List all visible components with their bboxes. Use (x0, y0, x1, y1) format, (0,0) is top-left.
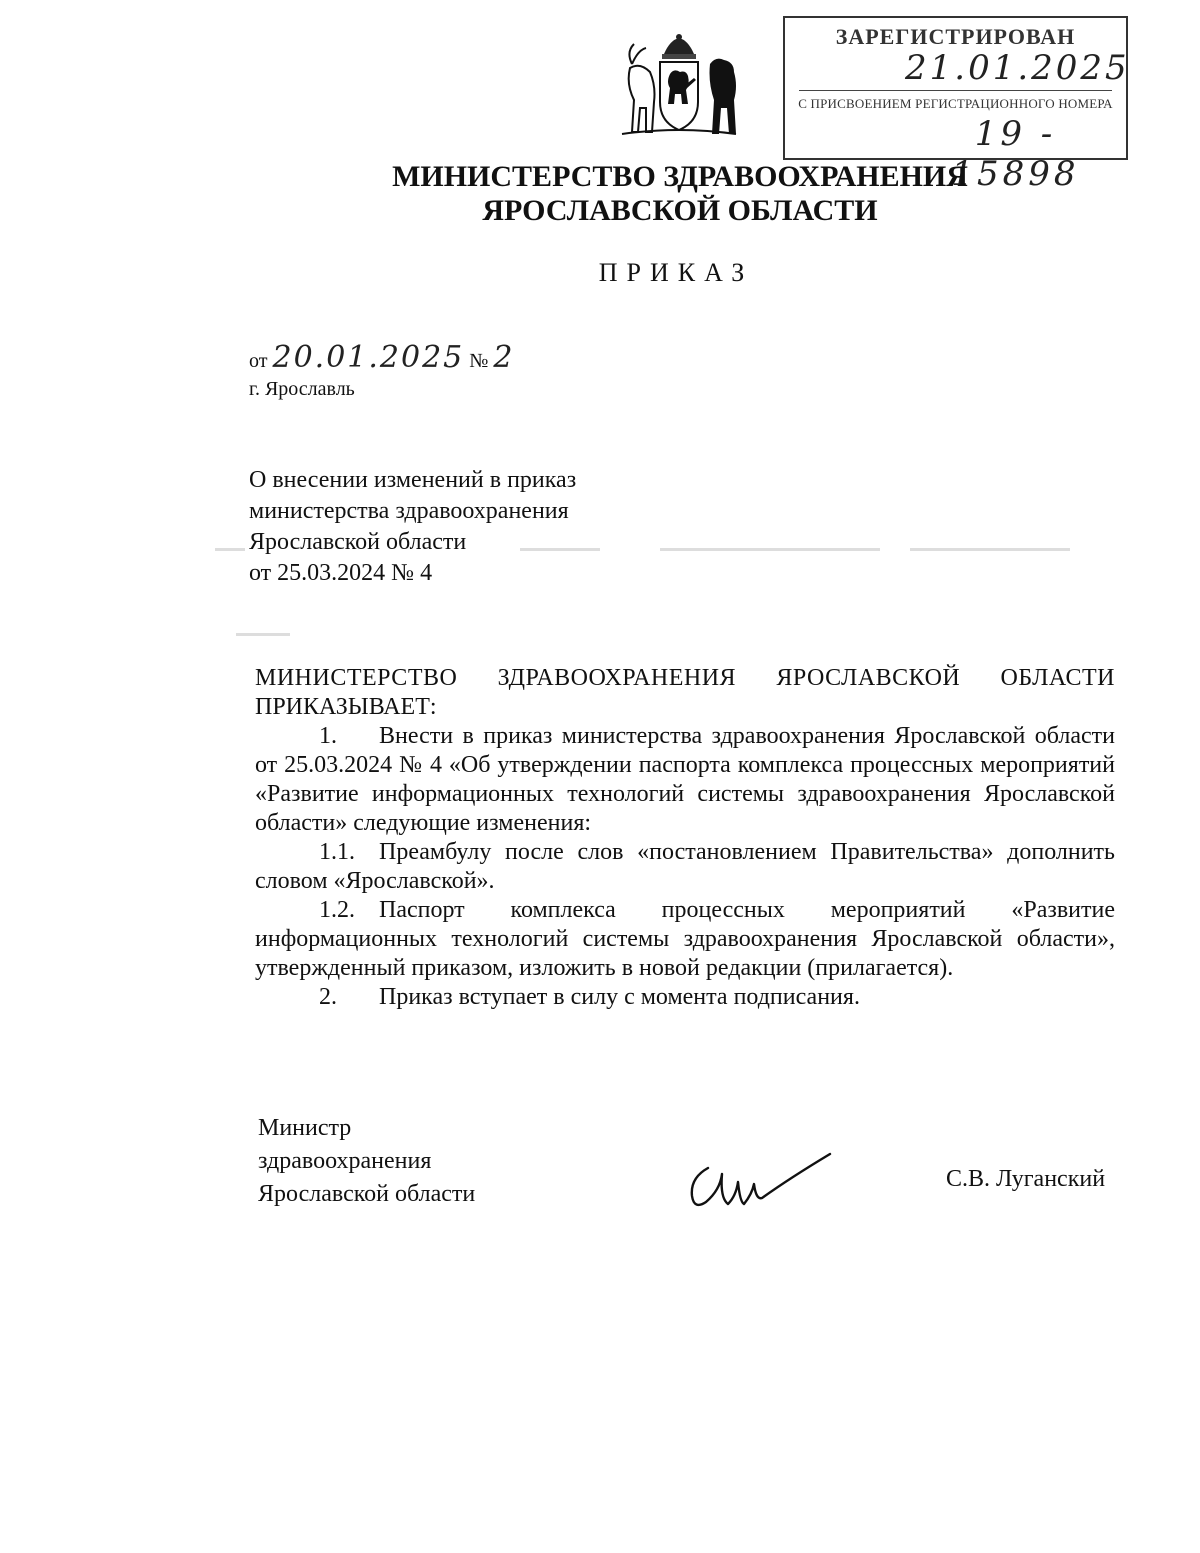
coat-of-arms-icon (612, 34, 746, 138)
scan-artifact (236, 633, 290, 636)
item-number: 2. (319, 984, 337, 1010)
stamp-caption: С ПРИСВОЕНИЕМ РЕГИСТРАЦИОННОГО НОМЕРА (798, 96, 1113, 111)
subject-line: от 25.03.2024 № 4 (249, 560, 433, 586)
registration-stamp (783, 16, 1130, 194)
item-text: Приказ вступает в силу с момента подписания. (379, 984, 860, 1010)
subject-line: Ярославской области (249, 529, 467, 555)
item-number: 1.1. (319, 839, 355, 865)
item-number: 1.2. (319, 897, 355, 923)
body-heading-2: ПРИКАЗЫВАЕТ: (255, 694, 437, 720)
number-prefix: № (469, 350, 489, 372)
item-number: 1. (319, 723, 337, 749)
order-body (255, 664, 1115, 1012)
scan-artifact (215, 548, 245, 551)
item-text: Внести в приказ министерства здравоохранения Ярославской области от 25.03.2024 № 4 «Об утверждении паспорта комплекса процессных мероприятий «Развитие информационных технологий системы здравоохранения Ярославской области» следующие изменения: (255, 723, 1115, 836)
order-subject (249, 465, 669, 589)
body-item (255, 983, 1115, 1012)
stamp-divider (799, 90, 1112, 91)
stamp-date: 21.01.2025 (905, 48, 1130, 88)
scan-artifact (520, 548, 600, 551)
order-number: 2 (493, 340, 515, 375)
stamp-title: ЗАРЕГИСТРИРОВАН (835, 24, 1076, 49)
stamp-registration-number: 19 - 15898 (951, 114, 1080, 194)
body-heading: МИНИСТЕРСТВО ЗДРАВООХРАНЕНИЯ ЯРОСЛАВСКОЙ ОБЛАСТИ (255, 665, 1115, 691)
body-item (255, 722, 1115, 838)
body-item (255, 896, 1115, 983)
body-item (255, 838, 1115, 896)
signer-position-line: здравоохранения (258, 1148, 432, 1174)
ministry-title (0, 160, 1200, 228)
date-prefix: от (249, 350, 268, 372)
subject-line: О внесении изменений в приказ (249, 467, 577, 493)
order-date: 20.01.2025 (272, 340, 465, 375)
signer-name: С.В. Луганский (946, 1166, 1106, 1192)
signer-position (258, 1112, 475, 1211)
order-date-line (249, 340, 514, 375)
scan-artifact (660, 548, 880, 551)
item-text: Паспорт комплекса процессных мероприятий «Развитие информационных технологий системы здравоохранения Ярославской области», утвержденный приказом, изложить в новой редакции (прилагается). (255, 897, 1115, 981)
handwritten-signature-icon (680, 1138, 840, 1218)
signer-position-line: Ярославской области (258, 1181, 476, 1207)
ministry-title-line2: ЯРОСЛАВСКОЙ ОБЛАСТИ (482, 194, 878, 227)
item-text: Преамбулу после слов «постановлением Правительства» дополнить словом «Ярославской». (255, 839, 1115, 894)
subject-line: министерства здравоохранения (249, 498, 569, 524)
document-type: ПРИКАЗ (598, 258, 754, 287)
order-city: г. Ярославль (249, 378, 355, 400)
ministry-title-line1: МИНИСТЕРСТВО ЗДРАВООХРАНЕНИЯ (392, 160, 968, 193)
scan-artifact (910, 548, 1070, 551)
signer-position-line: Министр (258, 1115, 352, 1141)
